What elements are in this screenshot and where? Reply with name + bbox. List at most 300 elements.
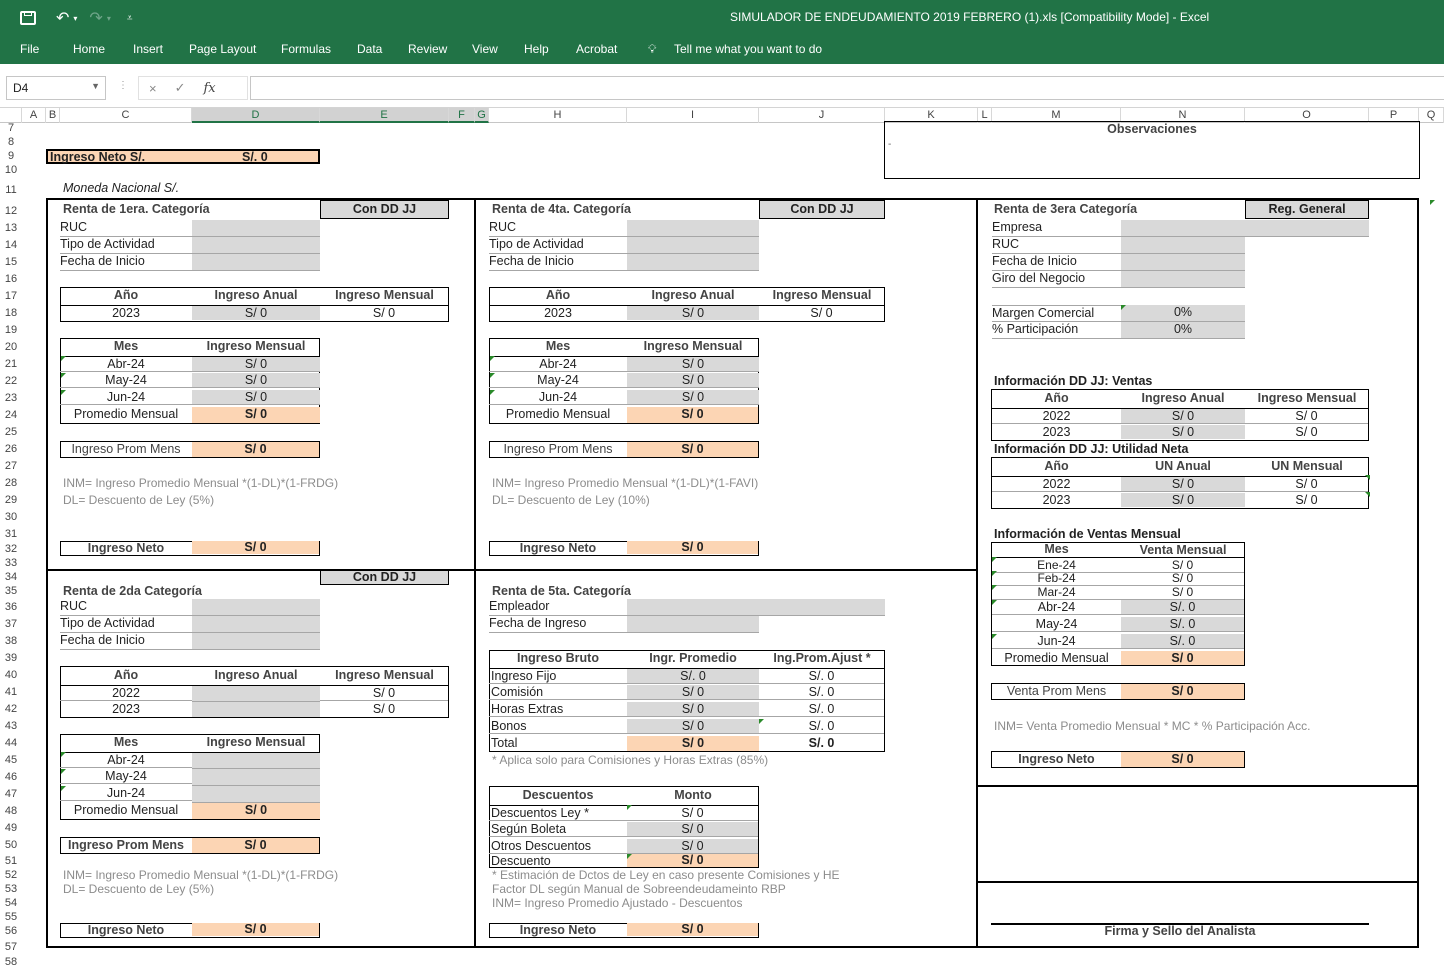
row-header[interactable]: 21 xyxy=(4,358,18,370)
r5-desc-value[interactable]: S/ 0 xyxy=(627,822,758,837)
r2-actividad-input[interactable] xyxy=(192,616,320,633)
row-header[interactable]: 32 xyxy=(4,543,18,555)
frame-divider xyxy=(46,569,978,571)
ingreso-neto-total-label: Ingreso Neto S/. xyxy=(50,150,146,164)
column-header-q[interactable]: Q xyxy=(1419,108,1444,123)
r1-h-year: Año xyxy=(113,288,139,302)
name-box-value: D4 xyxy=(13,81,29,95)
r1-h-annual: Ingreso Anual xyxy=(214,288,298,302)
tab-file[interactable]: File xyxy=(20,42,40,56)
r5-bruto-label: Total xyxy=(491,736,518,750)
r3-vm-month: May-24 xyxy=(992,617,1121,632)
r4-annual-value[interactable]: S/ 0 xyxy=(627,305,759,320)
row-header[interactable]: 26 xyxy=(4,443,18,455)
row-header[interactable]: 14 xyxy=(4,239,18,251)
row-header[interactable]: 30 xyxy=(4,511,18,523)
observaciones-title: Observaciones xyxy=(1107,122,1197,136)
r3-giro-input[interactable] xyxy=(1121,271,1245,288)
r2-monthly-value: S/ 0 xyxy=(320,685,448,701)
r1-month-name: Jun-24 xyxy=(60,390,192,405)
r1-prom-value: S/ 0 xyxy=(192,442,319,457)
r3-u-annual[interactable]: S/ 0 xyxy=(1121,476,1245,492)
r1-note2: DL= Descuento de Ley (5%) xyxy=(63,493,215,507)
window-title: SIMULADOR DE ENDEUDAMIENTO 2019 FEBRERO (1).xls [Compatibility Mode] - Excel xyxy=(730,10,1210,24)
row-header[interactable]: 52 xyxy=(4,869,18,881)
tell-me-search[interactable]: Tell me what you want to do xyxy=(674,42,823,56)
r3-ruc-input[interactable] xyxy=(1121,237,1245,254)
r2-annual-value[interactable] xyxy=(192,685,320,702)
r2-title: Renta de 2da Categoría xyxy=(63,584,202,598)
r5-bruto-prom[interactable]: S/ 0 xyxy=(627,685,759,700)
r3-utilidad-title: Información DD JJ: Utilidad Neta xyxy=(994,442,1189,456)
r3-field-label: Fecha de Inicio xyxy=(992,254,1121,271)
r1-month-name: May-24 xyxy=(60,373,192,388)
r3-vm-month: Ene-24 xyxy=(992,557,1121,573)
column-header-g[interactable]: G xyxy=(475,108,489,123)
row-header[interactable]: 8 xyxy=(7,136,15,148)
r3-vm-value[interactable]: S/. 0 xyxy=(1121,634,1244,649)
r1-neto-label: Ingreso Neto xyxy=(87,541,165,555)
r4-ruc-input[interactable] xyxy=(627,220,759,237)
r4-badge: Con DD JJ xyxy=(759,200,885,219)
r5-bruto-ajust: S/. 0 xyxy=(759,702,884,717)
r3-neto-value: S/ 0 xyxy=(1121,752,1244,767)
r3-firma: Firma y Sello del Analista xyxy=(1104,924,1256,938)
title-bar xyxy=(0,0,1444,36)
r2-month-value[interactable] xyxy=(192,786,320,803)
r5-bruto-label: Bonos xyxy=(489,719,627,734)
comment-indicator-icon xyxy=(992,634,997,639)
tab-insert[interactable]: Insert xyxy=(133,42,164,56)
r3-u-h-year: Año xyxy=(1044,459,1069,473)
r3-v-year: 2023 xyxy=(1042,425,1071,439)
r3-title: Renta de 3era Categoría xyxy=(994,202,1138,216)
r3-field-label: Empresa xyxy=(992,220,1121,237)
r4-month-name: Jun-24 xyxy=(489,390,627,405)
column-header-o[interactable]: O xyxy=(1245,108,1369,123)
r3-u-month: S/ 0 xyxy=(1245,476,1368,492)
r4-h-mes: Mes xyxy=(545,339,571,353)
row-header[interactable]: 39 xyxy=(4,652,18,664)
row-header[interactable]: 28 xyxy=(4,477,18,489)
column-header-f[interactable]: F xyxy=(449,108,475,123)
row-header[interactable]: 19 xyxy=(4,324,18,336)
r4-h-annual: Ingreso Anual xyxy=(651,288,735,302)
r1-neto-value: S/ 0 xyxy=(192,541,319,554)
r2-h-month: Ingreso Mensual xyxy=(335,668,434,682)
r4-avg-label: Promedio Mensual xyxy=(505,407,611,421)
r2-h-annual: Ingreso Anual xyxy=(214,668,298,682)
row-header[interactable]: 54 xyxy=(4,897,18,909)
comment-indicator-icon xyxy=(61,390,66,395)
row-header[interactable]: 50 xyxy=(4,839,18,851)
row-header[interactable]: 44 xyxy=(4,737,18,749)
row-header[interactable]: 47 xyxy=(4,788,18,800)
r3-badge: Reg. General xyxy=(1245,200,1369,219)
r2-month-value[interactable] xyxy=(192,752,320,769)
row-header[interactable]: 46 xyxy=(4,771,18,783)
r3-vm-h-mes: Mes xyxy=(1044,542,1069,556)
r3-vm-month: Abr-24 xyxy=(992,600,1121,615)
r5-desc-value: S/ 0 xyxy=(627,805,758,821)
r5-bruto-prom: S/ 0 xyxy=(627,736,759,751)
column-header-d[interactable]: D xyxy=(192,108,320,123)
r5-desc-label: Según Boleta xyxy=(489,822,627,837)
comment-indicator-icon xyxy=(61,752,66,757)
r5-h3: Ing.Prom.Ajust * xyxy=(773,651,871,665)
r3-u-year: 2022 xyxy=(992,476,1121,492)
r3-u-month: S/ 0 xyxy=(1295,493,1318,507)
comment-indicator-icon xyxy=(490,356,495,361)
r1-field-label: Tipo de Actividad xyxy=(60,237,192,254)
tab-page-layout[interactable]: Page Layout xyxy=(189,42,257,56)
r5-desc-h1: Descuentos xyxy=(522,788,594,802)
comment-indicator-icon xyxy=(992,600,997,605)
r5-bruto-prom[interactable]: S/. 0 xyxy=(627,668,759,684)
r5-bruto-prom[interactable]: S/ 0 xyxy=(627,702,759,717)
r3-vm-value: S/ 0 xyxy=(1121,557,1244,573)
r3-u-year: 2023 xyxy=(1042,493,1071,507)
r2-h-mes: Mes xyxy=(113,735,139,749)
r4-title: Renta de 4ta. Categoría xyxy=(492,202,631,216)
r4-note1: INM= Ingreso Promedio Mensual *(1-DL)*(1-FAVI) xyxy=(492,476,759,490)
r4-prom-label: Ingreso Prom Mens xyxy=(503,442,613,456)
row-header[interactable]: 45 xyxy=(4,754,18,766)
r4-fecha-input[interactable] xyxy=(627,254,759,271)
row-header[interactable]: 7 xyxy=(7,122,15,134)
r4-neto-value: S/ 0 xyxy=(627,541,758,554)
r3-vm-value[interactable]: S/. 0 xyxy=(1121,600,1244,615)
r2-month-name: Jun-24 xyxy=(60,786,192,801)
r3-ventas-title: Información DD JJ: Ventas xyxy=(994,374,1153,388)
r5-bruto-ajust: S/. 0 xyxy=(759,668,884,684)
r4-monthly-value: S/ 0 xyxy=(759,305,884,320)
r4-note2: DL= Descuento de Ley (10%) xyxy=(492,493,650,507)
column-header-k[interactable]: K xyxy=(885,108,978,123)
r2-month-value[interactable] xyxy=(192,769,320,786)
r1-fecha-input[interactable] xyxy=(192,254,320,271)
r2-prom-value: S/ 0 xyxy=(192,838,319,853)
r5-title: Renta de 5ta. Categoría xyxy=(492,584,631,598)
r2-ruc-input[interactable] xyxy=(192,599,320,616)
column-header-b[interactable]: B xyxy=(46,108,60,123)
r3-v-month: S/ 0 xyxy=(1295,425,1318,439)
r3-v-h-annual: Ingreso Anual xyxy=(1141,391,1225,405)
column-header-l[interactable]: L xyxy=(978,108,992,123)
r5-bruto-ajust: S/. 0 xyxy=(759,685,884,700)
r4-actividad-input[interactable] xyxy=(627,237,759,254)
frame-divider xyxy=(976,198,978,948)
r1-year: 2023 xyxy=(60,305,192,320)
tab-acrobat[interactable]: Acrobat xyxy=(576,42,618,56)
r1-h-month: Ingreso Mensual xyxy=(335,288,434,302)
redo-dropdown-icon[interactable]: ▾ xyxy=(106,13,111,23)
r3-v-annual[interactable]: S/ 0 xyxy=(1121,408,1245,424)
r3-u-h-annual: UN Anual xyxy=(1155,459,1211,473)
comment-indicator-icon xyxy=(1430,200,1435,205)
row-header[interactable]: 9 xyxy=(7,150,15,162)
r5-desc-h2: Monto xyxy=(674,788,712,802)
r3-prom-value: S/ 0 xyxy=(1121,684,1244,699)
tab-help[interactable]: Help xyxy=(524,42,549,56)
r5-desc-value: S/ 0 xyxy=(627,854,758,867)
r3-v-month: S/ 0 xyxy=(1245,408,1368,424)
column-header-p[interactable]: P xyxy=(1369,108,1419,123)
moneda-label: Moneda Nacional S/. xyxy=(63,181,180,195)
r4-prom-value: S/ 0 xyxy=(627,442,758,457)
column-header-m[interactable]: M xyxy=(992,108,1121,123)
r3-field-label: Giro del Negocio xyxy=(992,271,1121,288)
comment-indicator-icon xyxy=(1121,305,1126,310)
r2-month-name: May-24 xyxy=(60,769,192,784)
row-header[interactable]: 36 xyxy=(4,601,18,613)
r5-note2: Factor DL según Manual de Sobreendeudameinto RBP xyxy=(492,882,786,896)
r5-h2: Ingr. Promedio xyxy=(649,651,737,665)
r2-annual-value[interactable] xyxy=(192,702,320,717)
comment-indicator-icon xyxy=(61,356,66,361)
r5-desc-label: Descuentos Ley * xyxy=(489,805,627,821)
r4-h-month: Ingreso Mensual xyxy=(772,288,872,302)
chevron-down-icon[interactable]: ▼ xyxy=(91,81,100,91)
r2-fecha-input[interactable] xyxy=(192,633,320,650)
row-header[interactable]: 43 xyxy=(4,720,18,732)
r1-monthly-value: S/ 0 xyxy=(320,305,448,320)
comment-indicator-icon xyxy=(1365,475,1370,480)
r3-fecha-input[interactable] xyxy=(1121,254,1245,271)
cancel-icon[interactable]: × xyxy=(149,80,157,96)
r5-bruto-prom[interactable]: S/ 0 xyxy=(627,719,759,734)
frame-divider xyxy=(976,785,1419,787)
r1-month-value[interactable]: S/ 0 xyxy=(192,356,320,372)
r3-v-h-month: Ingreso Mensual xyxy=(1257,391,1357,405)
r3-field-label: RUC xyxy=(992,237,1121,254)
enter-icon[interactable]: ✓ xyxy=(174,80,186,95)
row-header[interactable]: 37 xyxy=(4,618,18,630)
customize-qat-icon[interactable]: ⩡ xyxy=(126,12,133,24)
row-header[interactable]: 23 xyxy=(4,392,18,404)
quick-access-toolbar xyxy=(20,0,132,36)
r5-field-label: Empleador xyxy=(489,599,627,616)
row-header[interactable]: 25 xyxy=(4,426,18,438)
r2-field-label: RUC xyxy=(60,599,192,616)
row-header[interactable]: 22 xyxy=(4,375,18,387)
column-header-c[interactable]: C xyxy=(60,108,192,123)
row-header[interactable]: 29 xyxy=(4,494,18,506)
r4-neto-label: Ingreso Neto xyxy=(519,541,597,555)
r3-v-h-year: Año xyxy=(1044,391,1069,405)
r3-vm-title: Información de Ventas Mensual xyxy=(994,527,1181,541)
r2-neto-label: Ingreso Neto xyxy=(87,923,165,937)
observaciones-text[interactable]: - xyxy=(888,139,892,150)
tab-data[interactable]: Data xyxy=(357,42,383,56)
comment-indicator-icon xyxy=(627,805,632,810)
row-header[interactable]: 51 xyxy=(4,855,18,867)
r5-desc-value[interactable]: S/ 0 xyxy=(627,839,758,854)
r2-note2: DL= Descuento de Ley (5%) xyxy=(63,882,215,896)
comment-indicator-icon xyxy=(490,390,495,395)
undo-dropdown-icon[interactable]: ▾ xyxy=(73,13,78,23)
r4-field-label: Tipo de Actividad xyxy=(489,237,627,254)
r4-year: 2023 xyxy=(489,305,627,320)
select-all-corner[interactable] xyxy=(0,108,22,123)
row-header[interactable]: 12 xyxy=(4,205,18,217)
comment-indicator-icon xyxy=(627,854,632,859)
row-header[interactable]: 10 xyxy=(4,164,18,176)
row-header[interactable]: 56 xyxy=(4,925,18,937)
r5-empleador-input[interactable] xyxy=(627,599,885,616)
row-header[interactable]: 42 xyxy=(4,703,18,715)
r2-neto-value: S/ 0 xyxy=(192,923,319,936)
r2-avg-label: Promedio Mensual xyxy=(73,803,179,817)
row-header[interactable]: 48 xyxy=(4,805,18,817)
comment-indicator-icon xyxy=(490,373,495,378)
row-header[interactable]: 13 xyxy=(4,222,18,234)
r4-month-name: May-24 xyxy=(489,373,627,388)
r1-avg-value: S/ 0 xyxy=(192,407,320,423)
row-header[interactable]: 16 xyxy=(4,273,18,285)
r1-month-name: Abr-24 xyxy=(60,356,192,372)
tab-formulas[interactable]: Formulas xyxy=(281,42,332,56)
formula-bar xyxy=(0,64,1444,108)
row-header[interactable]: 55 xyxy=(4,911,18,923)
row-header[interactable]: 57 xyxy=(4,941,18,953)
row-header[interactable]: 27 xyxy=(4,460,18,472)
r1-month-value[interactable]: S/ 0 xyxy=(192,390,320,405)
row-header[interactable]: 40 xyxy=(4,669,18,681)
r1-note1: INM= Ingreso Promedio Mensual *(1-DL)*(1-FRDG) xyxy=(63,476,339,490)
r3-part-label: % Participación xyxy=(992,322,1121,339)
worksheet[interactable] xyxy=(22,123,1444,974)
row-header[interactable]: 33 xyxy=(4,557,18,569)
comment-indicator-icon xyxy=(1365,492,1370,497)
r2-note1: INM= Ingreso Promedio Mensual *(1-DL)*(1-FRDG) xyxy=(63,868,339,882)
comment-indicator-icon xyxy=(992,585,997,590)
r1-h-ing: Ingreso Mensual xyxy=(206,339,306,353)
frame-divider xyxy=(474,198,476,948)
r2-field-label: Tipo de Actividad xyxy=(60,616,192,633)
row-header[interactable]: 58 xyxy=(4,956,18,968)
row-header[interactable]: 31 xyxy=(4,528,18,540)
r2-field-label: Fecha de Inicio xyxy=(60,633,192,650)
row-header[interactable]: 35 xyxy=(4,585,18,597)
row-header[interactable]: 15 xyxy=(4,256,18,268)
r4-avg-value: S/ 0 xyxy=(627,407,758,423)
r5-bruto-label: Comisión xyxy=(489,685,627,700)
comment-indicator-icon xyxy=(61,373,66,378)
r2-year: 2022 xyxy=(60,685,192,701)
r4-h-year: Año xyxy=(545,288,571,302)
r5-note1: * Estimación de Dctos de Ley en caso presente Comisiones y HE xyxy=(492,868,840,882)
tab-home[interactable]: Home xyxy=(73,42,106,56)
r5-bruto-ajust: S/. 0 xyxy=(808,736,835,750)
r3-vm-avg: S/ 0 xyxy=(1121,651,1244,665)
row-header[interactable]: 49 xyxy=(4,822,18,834)
formula-input[interactable] xyxy=(250,76,1444,100)
r3-empresa-input[interactable] xyxy=(1121,220,1369,237)
column-header-n[interactable]: N xyxy=(1121,108,1245,123)
ingreso-neto-total-value: S/. 0 xyxy=(242,150,268,164)
column-header-i[interactable]: I xyxy=(627,108,759,123)
comment-indicator-icon xyxy=(759,719,764,724)
row-header[interactable]: 53 xyxy=(4,883,18,895)
r4-h-ing: Ingreso Mensual xyxy=(643,339,743,353)
r3-v-annual[interactable]: S/ 0 xyxy=(1121,425,1245,439)
r4-field-label: Fecha de Inicio xyxy=(489,254,627,271)
r2-avg-value: S/ 0 xyxy=(192,803,320,819)
r2-badge: Con DD JJ xyxy=(320,570,449,585)
r5-desc-label: Otros Descuentos xyxy=(489,839,627,854)
row-header[interactable]: 38 xyxy=(4,635,18,647)
r4-field-label: RUC xyxy=(489,220,627,237)
r5-desc-label: Descuento xyxy=(491,854,551,868)
row-header[interactable]: 20 xyxy=(4,341,18,353)
r1-actividad-input[interactable] xyxy=(192,237,320,254)
r1-ruc-input[interactable] xyxy=(192,220,320,237)
row-header[interactable]: 24 xyxy=(4,409,18,421)
row-header[interactable]: 18 xyxy=(4,307,18,319)
r3-neto-label: Ingreso Neto xyxy=(1018,752,1095,766)
redo-icon[interactable]: ↷ xyxy=(89,10,103,27)
r1-annual-value[interactable]: S/ 0 xyxy=(192,305,320,320)
r3-note: INM= Venta Promedio Mensual * MC * % Participación Acc. xyxy=(994,719,1311,733)
tab-view[interactable]: View xyxy=(472,42,498,56)
frame-divider xyxy=(976,881,1419,883)
lightbulb-icon: 💡︎ xyxy=(648,42,657,56)
r3-vm-value[interactable]: S/. 0 xyxy=(1121,617,1244,632)
r5-note3: INM= Ingreso Promedio Ajustado - Descuentos xyxy=(492,896,743,910)
r3-v-year: 2022 xyxy=(992,408,1121,424)
r3-part-value[interactable]: 0% xyxy=(1121,322,1245,339)
r5-fecha-input[interactable] xyxy=(627,616,759,633)
comment-indicator-icon xyxy=(992,557,997,562)
insert-function-icon[interactable]: fx xyxy=(203,80,216,96)
r1-title: Renta de 1era. Categoría xyxy=(63,202,210,216)
save-icon[interactable] xyxy=(20,11,36,25)
column-header-e[interactable]: E xyxy=(320,108,449,123)
undo-icon[interactable]: ↶ xyxy=(56,10,70,27)
r2-h-year: Año xyxy=(113,668,139,682)
r5-neto-value: S/ 0 xyxy=(627,923,758,936)
column-header-j[interactable]: J xyxy=(759,108,885,123)
tab-review[interactable]: Review xyxy=(408,42,448,56)
name-box[interactable] xyxy=(6,76,106,100)
r3-margen-value[interactable]: 0% xyxy=(1121,305,1245,322)
formula-bar-splitter-icon[interactable]: ⋮ xyxy=(118,80,128,91)
column-header-h[interactable]: H xyxy=(489,108,627,123)
r2-month-name: Abr-24 xyxy=(60,752,192,768)
r4-month-value[interactable]: S/ 0 xyxy=(627,373,759,388)
r4-month-value[interactable]: S/ 0 xyxy=(627,390,759,405)
r3-margen-label: Margen Comercial xyxy=(992,305,1121,322)
r4-month-value[interactable]: S/ 0 xyxy=(627,356,759,372)
r3-u-annual[interactable]: S/ 0 xyxy=(1121,493,1245,507)
r3-vm-value: S/ 0 xyxy=(1121,585,1244,600)
comment-indicator-icon xyxy=(61,786,66,791)
r3-vm-month: Feb-24 xyxy=(992,571,1121,586)
row-header[interactable]: 41 xyxy=(4,686,18,698)
comment-indicator-icon xyxy=(61,769,66,774)
row-header[interactable]: 11 xyxy=(5,184,17,196)
comment-indicator-icon xyxy=(992,571,997,576)
r2-monthly-value: S/ 0 xyxy=(372,702,396,716)
r1-month-value[interactable]: S/ 0 xyxy=(192,373,320,388)
ribbon-tabs xyxy=(0,36,1444,64)
r3-vm-value: S/ 0 xyxy=(1121,571,1244,586)
column-header-a[interactable]: A xyxy=(22,108,46,123)
r3-vm-avg-label: Promedio Mensual xyxy=(1004,651,1109,665)
row-header[interactable]: 17 xyxy=(4,290,18,302)
row-header[interactable]: 34 xyxy=(4,571,18,583)
